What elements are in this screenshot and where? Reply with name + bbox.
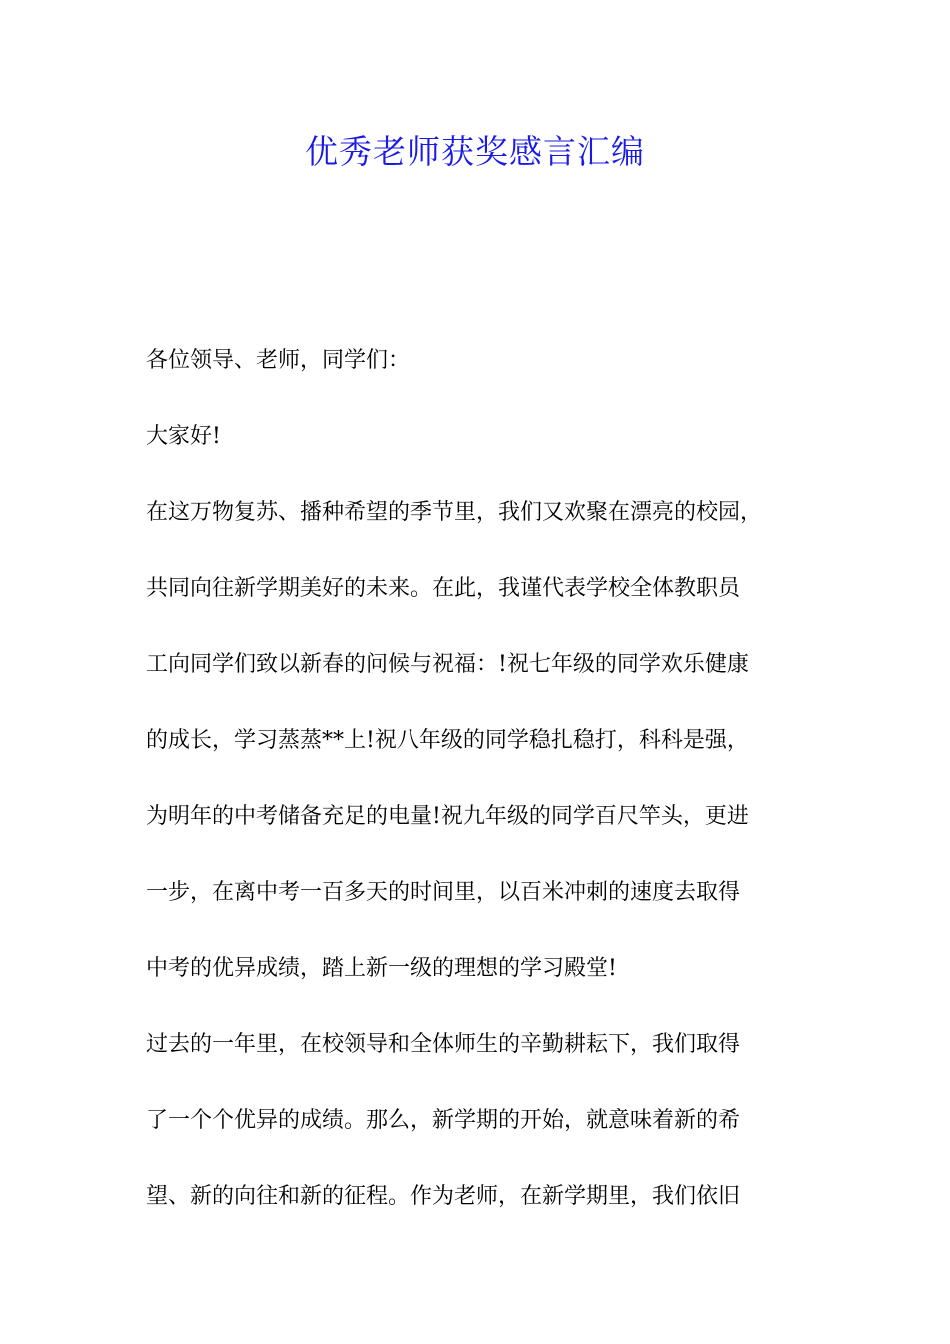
body-line: 中考的优异成绩，踏上新一级的理想的学习殿堂! [146,956,617,981]
body-line: 过去的一年里，在校领导和全体师生的辛勤耕耘下，我们取得 [146,1032,741,1057]
body-line: 的成长，学习蒸蒸**上!祝八年级的同学稳扎稳打，科科是强， [146,728,749,753]
greeting-line: 各位领导、老师，同学们： [146,348,411,373]
salutation-line: 大家好! [146,424,221,449]
body-line: 共同向往新学期美好的未来。在此，我谨代表学校全体教职员 [146,576,741,601]
body-line: 了一个个优异的成绩。那么，新学期的开始，就意味着新的希 [146,1108,741,1133]
document-body [146,339,836,1251]
body-line: 在这万物复苏、播种希望的季节里，我们又欢聚在漂亮的校园， [146,500,763,525]
body-line: 工向同学们致以新春的问候与祝福：!祝七年级的同学欢乐健康 [146,652,749,677]
document-title: 优秀老师获奖感言汇编 [305,132,645,171]
body-line: 一步，在离中考一百多天的时间里，以百米冲刺的速度去取得 [146,880,741,905]
body-line: 望、新的向往和新的征程。作为老师，在新学期里，我们依旧 [146,1184,741,1209]
body-line: 为明年的中考储备充足的电量!祝九年级的同学百尺竿头，更进 [146,804,749,829]
